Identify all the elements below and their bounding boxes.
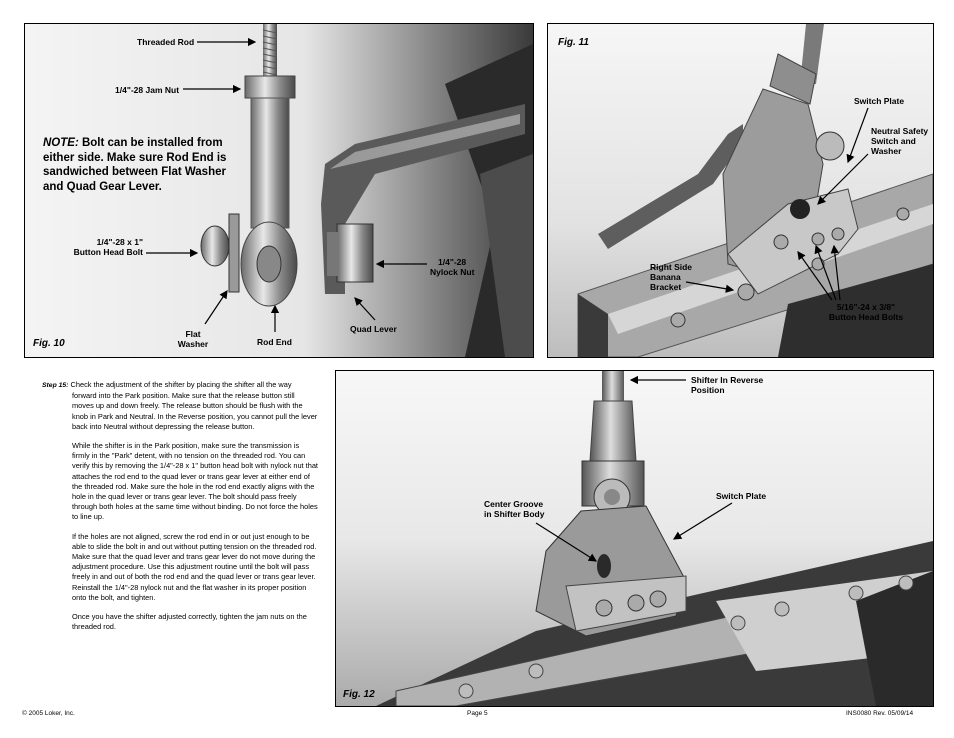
figure-number: Fig. 12 bbox=[343, 689, 375, 700]
label-nylock-nut: 1/4"-28 Nylock Nut bbox=[430, 257, 475, 277]
figure-10 bbox=[24, 23, 534, 358]
label-switch-plate: Switch Plate bbox=[716, 491, 767, 501]
label-rod-end: Rod End bbox=[257, 337, 292, 347]
footer-copyright: © 2005 Loker, Inc. bbox=[22, 710, 75, 717]
paragraph-park-check: While the shifter is in the Park position, make sure the transmission is firmly in the "Park" detent, with no tension on the threaded rod. You can verify this by removing the 1/4"-28 x 1" button head bolt with nylock nut that attaches the rod end to the quad lever or trans gear lever at either end of the threaded rod. Make sure the hole in the rod end exactly aligns with the hole in the quad lever or trans gear lever. The bolt should pass freely through both holes at the same time without binding. Do not force the holes to line up. bbox=[72, 441, 318, 522]
label-jam-nut: 1/4"-28 Jam Nut bbox=[115, 85, 180, 95]
label-quad-lever: Quad Lever bbox=[350, 324, 397, 334]
label-button-head-bolts: 5/16"-24 x 3/8" Button Head Bolts bbox=[828, 302, 904, 322]
paragraph-alignment: If the holes are not aligned, screw the rod end in or out just enough to be able to slide the bolt in and out without putting tension on the threaded rod. Make sure that the quad lever and trans gear lever do not move during the adjustment procedure. Use this adjustment routine until the bolt will pass freely in and out of both the rod end and the quad lever or trans gear lever. Reinstall the 1/4"-28 nylock nut and the flat washer in its proper position onto the bolt, and tighten. bbox=[72, 531, 317, 602]
step-15-paragraph: Step 15: Check the adjustment of the shifter by placing the shifter all the way forward into the Park position. Make sure that the release button still moves up and down freely. The release button should be flush with the knob in Park and Neutral. In the Reverse position, you cannot pull the lever back into Neutral without depressing the release button. bbox=[42, 380, 318, 431]
label-switch-plate: Switch Plate bbox=[854, 96, 905, 106]
label-shifter-in-reverse: Shifter In Reverse Position bbox=[691, 375, 764, 395]
figure-number: Fig. 11 bbox=[558, 37, 589, 48]
label-threaded-rod: Threaded Rod bbox=[137, 37, 195, 47]
label-flat-washer: Flat Washer bbox=[177, 329, 209, 349]
footer-document-number: INS0080 Rev. 05/09/14 bbox=[846, 710, 914, 717]
footer-page-number: Page 5 bbox=[467, 710, 488, 717]
figure-12 bbox=[335, 370, 934, 707]
instructions-text bbox=[42, 380, 318, 641]
label-neutral-safety-switch: Neutral Safety Switch and Washer bbox=[871, 126, 929, 156]
figure-number: Fig. 10 bbox=[33, 338, 65, 349]
label-center-groove: Center Groove in Shifter Body bbox=[484, 499, 545, 519]
installation-note: NOTE: Bolt can be installed from either side. Make sure Rod End is sandwiched between Flat Washer and Quad Gear Lever. bbox=[43, 137, 227, 193]
fig12-photo bbox=[336, 371, 933, 706]
label-button-head-bolt: 1/4"-28 x 1" Button Head Bolt bbox=[73, 237, 143, 257]
label-banana-bracket: Right Side Banana Bracket bbox=[650, 262, 693, 292]
paragraph-jam-nuts: Once you have the shifter adjusted correctly, tighten the jam nuts on the threaded rod. bbox=[72, 612, 307, 632]
figure-11 bbox=[547, 23, 934, 358]
